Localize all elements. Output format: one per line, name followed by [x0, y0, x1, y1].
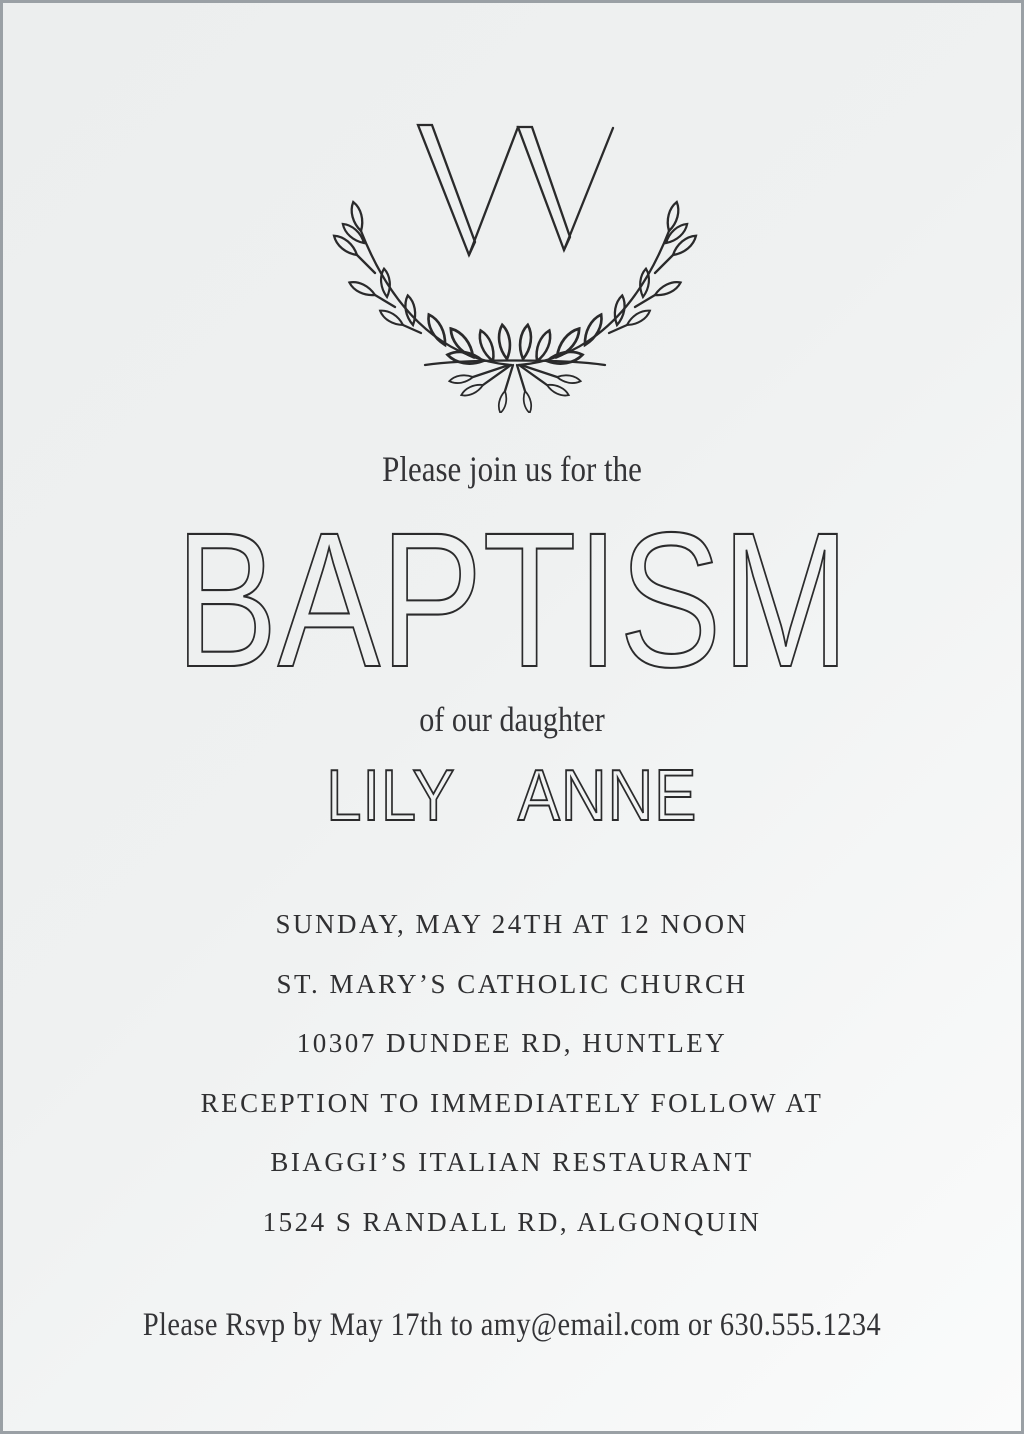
detail-line: SUNDAY, MAY 24TH AT 12 NOON: [275, 909, 749, 939]
monogram-wreath-icon: [315, 113, 715, 413]
intro-line: Please join us for the: [382, 449, 642, 489]
event-title-text: BAPTISM: [174, 492, 850, 707]
detail-line: 10307 DUNDEE RD, HUNTLEY: [296, 1028, 728, 1058]
subtitle-line: of our daughter: [419, 700, 605, 739]
detail-line: ST. MARY’S CATHOLIC CHURCH: [276, 968, 748, 999]
detail-line: RECEPTION TO IMMEDIATELY FOLLOW AT: [200, 1087, 824, 1118]
event-title: [3, 492, 1021, 707]
wreath-branch-right-icon: [519, 201, 699, 365]
child-name-text: LILY ANNE: [326, 756, 698, 836]
event-details: [3, 895, 1021, 1252]
child-name: [3, 756, 1021, 836]
rsvp-line: Please Rsvp by May 17th to amy@email.com or 630.555.1234: [142, 1307, 882, 1343]
detail-line: 1524 S RANDALL RD, ALGONQUIN: [262, 1206, 762, 1237]
detail-line: BIAGGI’S ITALIAN RESTAURANT: [270, 1147, 754, 1177]
monogram-w-icon: [418, 125, 613, 255]
wreath-branch-left-icon: [331, 201, 511, 365]
